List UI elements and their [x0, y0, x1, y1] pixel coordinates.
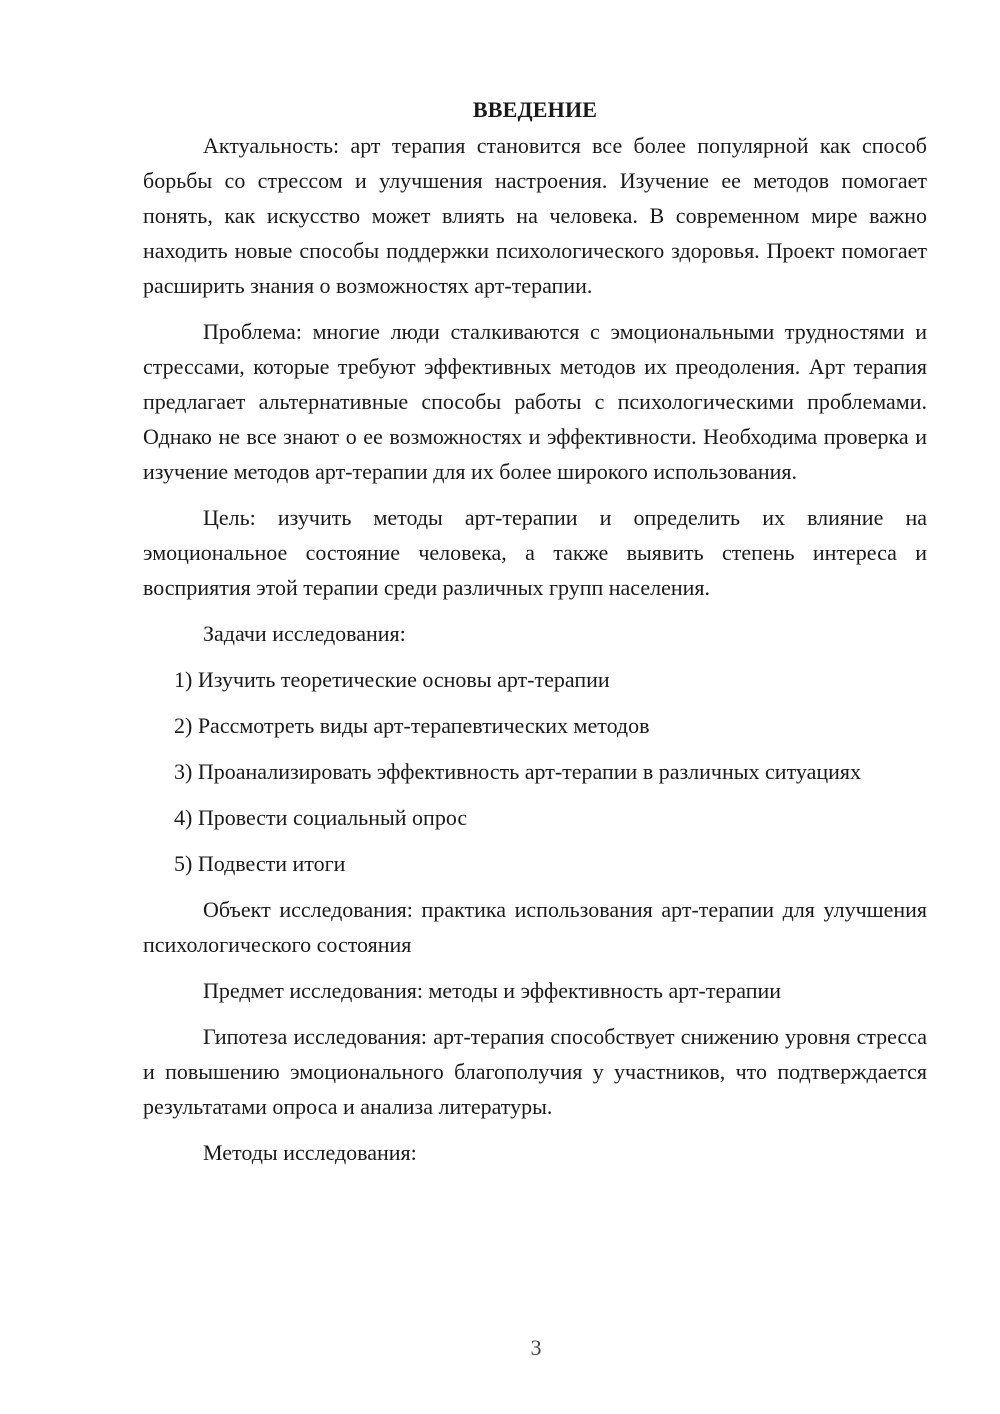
- goal-paragraph: Цель: изучить методы арт-терапии и определить их влияние на эмоциональное состояние человека, а также выявить степень интереса и восприятия этой терапии среди различных групп населения.: [143, 505, 927, 600]
- page-number: 3: [530, 1335, 542, 1360]
- document-page: [143, 92, 927, 1181]
- tasks-heading: Задачи исследования:: [203, 621, 406, 646]
- task-item-1: 1) Изучить теоретические основы арт-терапии: [174, 667, 610, 692]
- task-item-4: 4) Провести социальный опрос: [174, 805, 468, 830]
- methods-heading: Методы исследования:: [203, 1140, 417, 1165]
- task-item-3: 3) Проанализировать эффективность арт-терапии в различных ситуациях: [174, 759, 862, 784]
- subject-paragraph: Предмет исследования: методы и эффективность арт-терапии: [203, 978, 782, 1003]
- task-item-5: 5) Подвести итоги: [174, 851, 346, 876]
- problem-paragraph: Проблема: многие люди сталкиваются с эмоциональными трудностями и стрессами, которые требуют эффективных методов их преодоления. Арт терапия предлагает альтернативные способы работы с психологическими проблемами. Однако не все знают о ее возможностях и эффективности. Необходима проверка и изучение методов арт-терапии для их более широкого использования.: [143, 319, 927, 484]
- relevance-paragraph: Актуальность: арт терапия становится все более популярной как способ борьбы со стрессом и улучшения настроения. Изучение ее методов помогает понять, как искусство может влиять на человека. В современном мире важно находить новые способы поддержки психологического здоровья. Проект помогает расширить знания о возможностях арт-терапии.: [143, 133, 927, 298]
- hypothesis-paragraph: Гипотеза исследования: арт-терапия способствует снижению уровня стресса и повышению эмоционального благополучия у участников, что подтверждается результатами опроса и анализа литературы.: [143, 1024, 927, 1119]
- object-paragraph: Объект исследования: практика использования арт-терапии для улучшения психологического состояния: [143, 897, 927, 957]
- task-item-2: 2) Рассмотреть виды арт-терапевтических методов: [174, 713, 650, 738]
- page-title: ВВЕДЕНИЕ: [472, 97, 598, 122]
